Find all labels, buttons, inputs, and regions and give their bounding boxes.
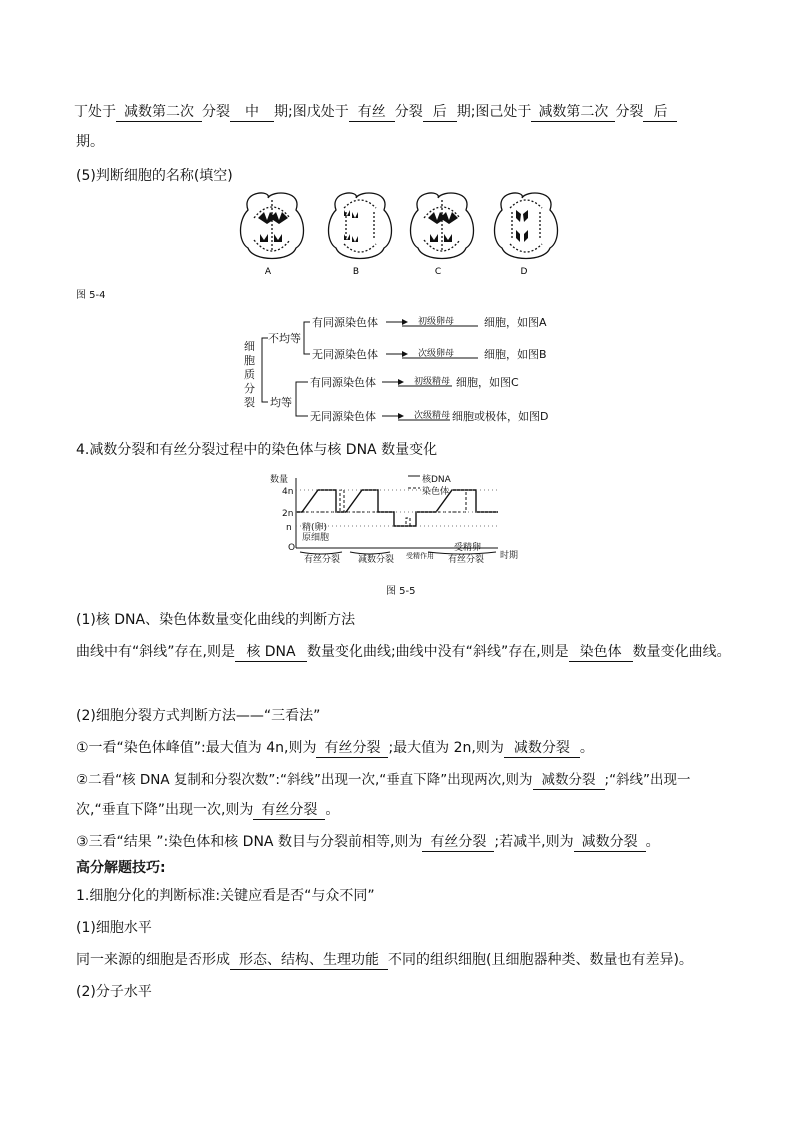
answer-blank: 形态、结构、生理功能: [230, 951, 388, 970]
cell-d: [495, 193, 558, 258]
answer-blank: 中: [230, 103, 274, 122]
text: 期;图戊处于: [274, 104, 349, 120]
grid: [296, 490, 498, 526]
text: 曲线中有“斜线”存在,则是: [76, 644, 235, 660]
tree-answer: 初级精母: [413, 377, 451, 387]
text: ;“斜线”出现一: [604, 772, 691, 788]
answer-blank: 染色体: [569, 643, 633, 662]
answer-blank: 有丝: [349, 103, 395, 122]
figure-caption: 图 5-4: [76, 290, 106, 301]
text: 数量变化曲线;曲线中没有“斜线”存在,则是: [306, 644, 569, 660]
tree-answer: 次级卵母: [417, 349, 455, 359]
text: 丁处于: [74, 104, 116, 120]
phase-label: 有丝分裂: [304, 555, 341, 565]
text-line: (1)细胞水平: [76, 920, 152, 936]
tree-root-char: 裂: [244, 396, 255, 409]
tree-tail: 细胞，如图A: [484, 316, 547, 329]
tree-tail: 细胞，如图B: [484, 348, 547, 361]
tree-root-char: 胞: [244, 354, 255, 367]
text: ③三看“结果 ”:染色体和核 DNA 数目与分裂前相等,则为: [76, 834, 423, 850]
text: ;若减半,则为: [494, 834, 574, 850]
annotation: 原细胞: [302, 533, 330, 543]
dna-chromosome-chart: [266, 470, 536, 574]
phase-label: 受精作用: [406, 552, 434, 560]
text: 分裂: [202, 104, 230, 120]
figure-label: C: [434, 267, 442, 277]
phase-label: 有丝分裂: [448, 555, 485, 565]
answer-blank: 后: [423, 103, 457, 122]
text: 不同的组织细胞(且细胞器种类、数量也有差异)。: [388, 952, 693, 968]
tree-root-char: 细: [244, 340, 255, 353]
text-line: [74, 102, 677, 122]
text-line: [76, 642, 731, 662]
answer-blank: 后: [643, 103, 677, 122]
text-line: [76, 832, 660, 852]
tree-tail: 细胞或极体，如图D: [452, 410, 549, 423]
y-tick: 2n: [282, 509, 294, 519]
cell-b: [329, 193, 392, 258]
answer-blank: 减数第二次: [531, 103, 615, 122]
text: 数量变化曲线。: [632, 644, 731, 660]
chromosome-marks: [258, 210, 528, 242]
tips-heading: 高分解题技巧:: [76, 860, 166, 876]
tree-condition: 无同源染色体: [312, 348, 378, 361]
text: ①一看“染色体峰值”:最大值为 4n,则为: [76, 740, 317, 756]
text: 分裂: [615, 104, 644, 120]
tree-root-char: 质: [244, 368, 255, 381]
tree-tail: 细胞，如图C: [456, 376, 519, 389]
text-line: 1.细胞分化的判断标准:关键应看是否“与众不同”: [76, 888, 375, 904]
tree-answer: 次级精母: [413, 411, 451, 421]
text-line: [76, 738, 594, 758]
figure-label: B: [352, 267, 360, 277]
tree-condition: 无同源染色体: [310, 410, 376, 423]
text-line: 期。: [76, 134, 104, 150]
answer-blank: 有丝分裂: [253, 801, 325, 820]
text: 期;图己处于: [456, 104, 532, 120]
figure-caption: 图 5-5: [386, 586, 416, 597]
legend-label: 核DNA: [422, 475, 451, 485]
tree-condition: 有同源染色体: [312, 316, 378, 329]
answer-blank: 有丝分裂: [316, 739, 388, 758]
y-axis-label: 数量: [270, 475, 289, 485]
tree-condition: 有同源染色体: [310, 376, 376, 389]
cell-figure: [236, 190, 566, 278]
cell-c: [411, 193, 474, 258]
phase-label: 减数分裂: [358, 555, 395, 565]
answer-blank: 减数分裂: [574, 833, 646, 852]
section-heading: (5)判断细胞的名称(填空): [76, 168, 233, 184]
chromosome-line: [296, 490, 498, 526]
figure-label: A: [264, 267, 272, 277]
text-line: (2)分子水平: [76, 984, 152, 1000]
text: ②二看“核 DNA 复制和分裂次数”:“斜线”出现一次,“垂直下降”出现两次,则为: [76, 772, 533, 788]
figure-label: D: [520, 267, 528, 277]
answer-blank: 核 DNA: [235, 643, 307, 662]
dna-line: [296, 490, 498, 526]
legend-label: 染色体: [422, 487, 450, 497]
y-tick: n: [286, 523, 292, 533]
x-axis-label: 时期: [500, 551, 519, 561]
section-heading: (1)核 DNA、染色体数量变化曲线的判断方法: [76, 612, 356, 628]
text: 同一来源的细胞是否形成: [76, 952, 230, 968]
y-tick: 4n: [282, 487, 294, 497]
cell-a: [241, 193, 304, 258]
tree-answer: 初级卵母: [417, 317, 455, 327]
text: 。: [579, 740, 594, 756]
annotation: 精(卵): [302, 523, 328, 533]
answer-blank: 减数第二次: [116, 103, 202, 122]
text: 次,“垂直下降”出现一次,则为: [76, 802, 254, 818]
tree-branch-label: 不均等: [268, 332, 301, 345]
text: 分裂: [394, 104, 423, 120]
answer-blank: 有丝分裂: [422, 833, 494, 852]
section-heading: (2)细胞分裂方式判断方法——“三看法”: [76, 708, 321, 724]
y-tick: O: [288, 543, 296, 553]
text: 。: [325, 802, 340, 818]
tree-branch-label: 均等: [270, 396, 292, 409]
classification-tree: [240, 308, 570, 432]
phase-label: 受精卵: [454, 543, 482, 553]
text: 。: [645, 834, 660, 850]
text: ;最大值为 2n,则为: [388, 740, 504, 756]
text-line: [76, 950, 693, 970]
text-line: [76, 770, 691, 790]
answer-blank: 减数分裂: [533, 771, 605, 790]
tree-root-char: 分: [244, 382, 255, 395]
section-heading: 4.减数分裂和有丝分裂过程中的染色体与核 DNA 数量变化: [76, 442, 438, 458]
text-line: [76, 800, 339, 820]
answer-blank: 减数分裂: [504, 739, 580, 758]
